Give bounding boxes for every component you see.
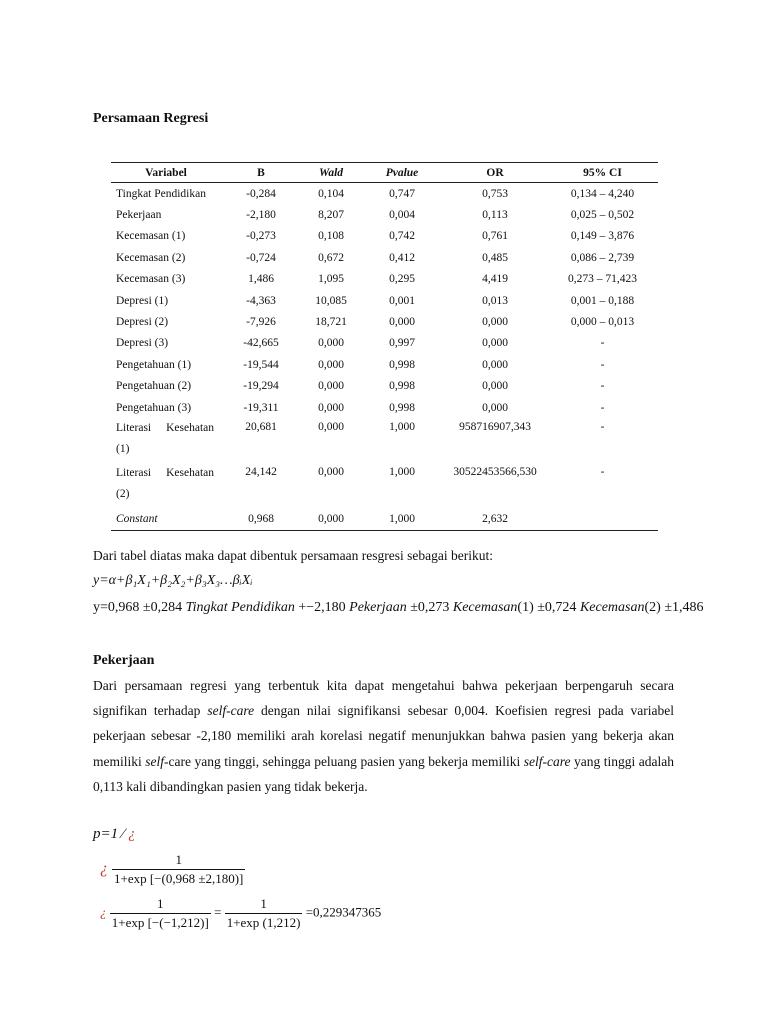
cell-variabel: Tingkat Pendidikan xyxy=(116,187,206,200)
eq-coef-pekerjaan: +−2,180 xyxy=(298,600,346,615)
cell-wald: 0,000 xyxy=(301,508,361,530)
cell-p: 0,997 xyxy=(389,337,415,350)
table-row xyxy=(111,376,658,397)
cell-p: 0,998 xyxy=(389,401,415,414)
frac2-denominator-2: 1+exp (1,212) xyxy=(226,915,301,930)
cell-or: 0,485 xyxy=(482,251,508,264)
cell-variabel xyxy=(111,463,221,508)
frac2-marker: ¿ xyxy=(100,904,107,920)
table-row xyxy=(111,418,658,463)
cell-ci: 0,134 – 4,240 xyxy=(570,187,635,200)
cell-variabel-line2: (1) xyxy=(116,443,130,456)
cell-wald: 1,095 xyxy=(318,273,344,286)
para-text-3: care yang tinggi, sehingga peluang pasien yang bekerja memiliki xyxy=(168,753,524,769)
cell-ci: 0,149 – 3,876 xyxy=(570,230,635,243)
cell-or: 0,000 xyxy=(482,337,508,350)
table-row xyxy=(111,226,658,247)
table-row xyxy=(111,247,658,268)
eq-lead: y=0,968 ±0,284 xyxy=(93,600,183,615)
frac2-equals: = xyxy=(214,904,222,920)
frac1-marker: ¿ xyxy=(100,860,108,878)
cell-p: 0,412 xyxy=(389,251,415,264)
cell-or: 4,419 xyxy=(482,273,508,286)
table-row xyxy=(111,354,658,375)
probability-equation xyxy=(93,826,136,843)
cell-variabel: Kecemasan (3) xyxy=(116,273,186,286)
cell-ci: - xyxy=(600,401,605,414)
cell-b: -19,294 xyxy=(243,380,279,393)
cell-or: 30522453566,530 xyxy=(453,466,537,479)
cell-p: 0,001 xyxy=(389,294,415,307)
cell-ci: - xyxy=(600,466,605,479)
frac2-result: =0,229347365 xyxy=(305,904,382,920)
cell-or: 2,632 xyxy=(443,508,547,530)
p-eq-lhs: p=1 ⁄ xyxy=(93,826,129,842)
table-row xyxy=(111,508,658,530)
frac2-body xyxy=(110,896,211,931)
frac1-numerator: 1 xyxy=(175,852,182,867)
cell-p: 0,742 xyxy=(389,230,415,243)
cell-variabel-line1: Literasi Kesehatan xyxy=(116,422,214,435)
cell-b: -19,544 xyxy=(243,358,279,371)
eq-term-kecemasan1: Kecemasan xyxy=(452,600,518,615)
frac1-body xyxy=(112,852,245,887)
cell-wald: 0,000 xyxy=(318,380,344,393)
table-row xyxy=(111,311,658,332)
table-row xyxy=(111,204,658,225)
cell-variabel xyxy=(111,418,221,463)
cell-variabel: Constant xyxy=(111,508,221,530)
fraction-1 xyxy=(100,852,245,887)
cell-ci: 0,001 – 0,188 xyxy=(570,294,635,307)
cell-b: -19,311 xyxy=(243,401,279,414)
cell-wald: 0,000 xyxy=(318,466,344,479)
cell-or: 0,000 xyxy=(482,380,508,393)
cell-b: -2,180 xyxy=(246,209,276,222)
cell-p: 1,000 xyxy=(389,466,415,479)
cell-wald: 0,108 xyxy=(318,230,344,243)
frac2-numerator: 1 xyxy=(157,896,164,911)
cell-or: 0,113 xyxy=(482,209,508,222)
cell-variabel: Pekerjaan xyxy=(116,209,162,222)
para-text-2: dengan nilai signifikansi sebesar 0,004. Koefisien regresi pada variabel pekerjaan sebesar -2,180 memiliki arah korelasi negatif menunjukkan bahwa pasien yang bekerja akan memiliki xyxy=(93,703,675,769)
intro-text: Dari tabel diatas maka dapat dibentuk persamaan resgresi sebagai berikut: xyxy=(93,548,493,563)
cell-p: 0,998 xyxy=(389,380,415,393)
section-title: Pekerjaan xyxy=(93,653,155,668)
cell-or: 0,013 xyxy=(482,294,508,307)
cell-ci: 0,273 – 71,423 xyxy=(568,273,637,286)
para-italic-1: self-care xyxy=(207,703,255,719)
cell-variabel: Pengetahuan (1) xyxy=(116,358,192,371)
cell-wald: 18,721 xyxy=(315,316,347,329)
regression-equation xyxy=(93,600,704,616)
cell-b: -0,724 xyxy=(246,251,276,264)
cell-or: 0,761 xyxy=(482,230,508,243)
para-text-1: Dari persamaan regresi yang terbentuk kita dapat mengetahui bahwa pekerjaan berpengaruh secara signifikan terhadap xyxy=(93,678,674,719)
cell-b: -42,665 xyxy=(243,337,279,350)
para-text-4: yang tinggi adalah 0,113 kali dibandingkan pasien yang tidak bekerja. xyxy=(93,753,675,794)
cell-or: 0,000 xyxy=(482,401,508,414)
cell-b: 24,142 xyxy=(245,466,277,479)
col-variabel: Variabel xyxy=(111,163,221,183)
table-row xyxy=(111,183,658,205)
cell-variabel: Kecemasan (2) xyxy=(116,251,186,264)
table-row xyxy=(111,290,658,311)
fraction-2 xyxy=(100,896,381,931)
cell-or: 0,000 xyxy=(482,358,508,371)
eq-coef-kecemasan1: ±0,273 xyxy=(410,600,450,615)
cell-variabel: Depresi (3) xyxy=(116,337,169,350)
cell-wald: 0,000 xyxy=(318,358,344,371)
cell-b: -4,363 xyxy=(246,294,276,307)
cell-variabel-line1: Literasi Kesehatan xyxy=(116,467,214,480)
cell-ci: - xyxy=(600,337,605,350)
eq-coef-kecemasan2: ±0,724 xyxy=(537,600,577,615)
cell-wald: 0,000 xyxy=(318,401,344,414)
cell-ci: - xyxy=(600,421,605,434)
cell-or: 958716907,343 xyxy=(459,421,531,434)
table-header-row xyxy=(111,163,658,183)
cell-ci: 0,000 – 0,013 xyxy=(570,316,635,329)
table-row xyxy=(111,269,658,290)
table-row xyxy=(111,463,658,508)
cell-wald: 0,104 xyxy=(318,187,344,200)
cell-variabel: Depresi (1) xyxy=(116,294,169,307)
col-or: OR xyxy=(443,163,547,183)
general-equation: y=α+β₁X₁+β₂X₂+β₃X₃…βᵢXᵢ xyxy=(93,573,253,588)
eq-term-pendidikan: Tingkat Pendidikan xyxy=(185,600,295,615)
cell-variabel: Pengetahuan (3) xyxy=(116,401,192,414)
cell-ci xyxy=(547,508,658,530)
cell-p: 0,004 xyxy=(389,209,415,222)
cell-or: 0,000 xyxy=(482,316,508,329)
cell-b: 1,486 xyxy=(248,273,274,286)
cell-variabel: Depresi (2) xyxy=(116,316,169,329)
cell-variabel: Pengetahuan (2) xyxy=(116,380,192,393)
table-row xyxy=(111,397,658,418)
col-wald: Wald xyxy=(301,163,361,183)
frac2-denominator: 1+exp [−(−1,212)] xyxy=(111,915,209,930)
cell-p: 0,295 xyxy=(389,273,415,286)
cell-or: 0,753 xyxy=(482,187,508,200)
col-ci: 95% CI xyxy=(547,163,658,183)
para-italic-3: self-care xyxy=(523,753,571,769)
cell-b: -0,284 xyxy=(246,187,276,200)
p-eq-marker: ¿ xyxy=(128,826,136,842)
page-heading: Persamaan Regresi xyxy=(93,111,209,126)
frac1-denominator: 1+exp [−(0,968 ±2,180)] xyxy=(114,871,244,886)
cell-b: -7,926 xyxy=(246,316,276,329)
cell-wald: 0,000 xyxy=(318,421,344,434)
table-row xyxy=(111,333,658,354)
cell-wald: 8,207 xyxy=(318,209,344,222)
col-b: B xyxy=(221,163,301,183)
cell-ci: - xyxy=(600,358,605,371)
col-pvalue: Pvalue xyxy=(361,163,443,183)
cell-ci: - xyxy=(600,380,605,393)
eq-arg-kecemasan2: (2) xyxy=(644,600,661,615)
cell-b: -0,273 xyxy=(246,230,276,243)
cell-ci: 0,025 – 0,502 xyxy=(570,209,635,222)
regression-table xyxy=(111,162,658,531)
cell-wald: 10,085 xyxy=(315,294,347,307)
frac2-body-2 xyxy=(225,896,303,931)
cell-b: 20,681 xyxy=(245,421,277,434)
cell-b: 0,968 xyxy=(221,508,301,530)
section-paragraph xyxy=(93,673,674,799)
cell-variabel-line2: (2) xyxy=(116,488,130,501)
para-italic-2: self- xyxy=(145,753,169,769)
cell-wald: 0,000 xyxy=(318,337,344,350)
eq-tail: ±1,486 xyxy=(664,600,704,615)
cell-p: 1,000 xyxy=(361,508,443,530)
cell-wald: 0,672 xyxy=(318,251,344,264)
cell-p: 0,998 xyxy=(389,358,415,371)
eq-arg-kecemasan1: (1) xyxy=(517,600,534,615)
eq-term-kecemasan2: Kecemasan xyxy=(579,600,645,615)
cell-variabel: Kecemasan (1) xyxy=(116,230,186,243)
cell-p: 0,747 xyxy=(389,187,415,200)
cell-p: 0,000 xyxy=(389,316,415,329)
cell-ci: 0,086 – 2,739 xyxy=(570,251,635,264)
eq-term-pekerjaan: Pekerjaan xyxy=(349,600,407,615)
cell-p: 1,000 xyxy=(389,421,415,434)
frac2-numerator-2: 1 xyxy=(260,896,267,911)
